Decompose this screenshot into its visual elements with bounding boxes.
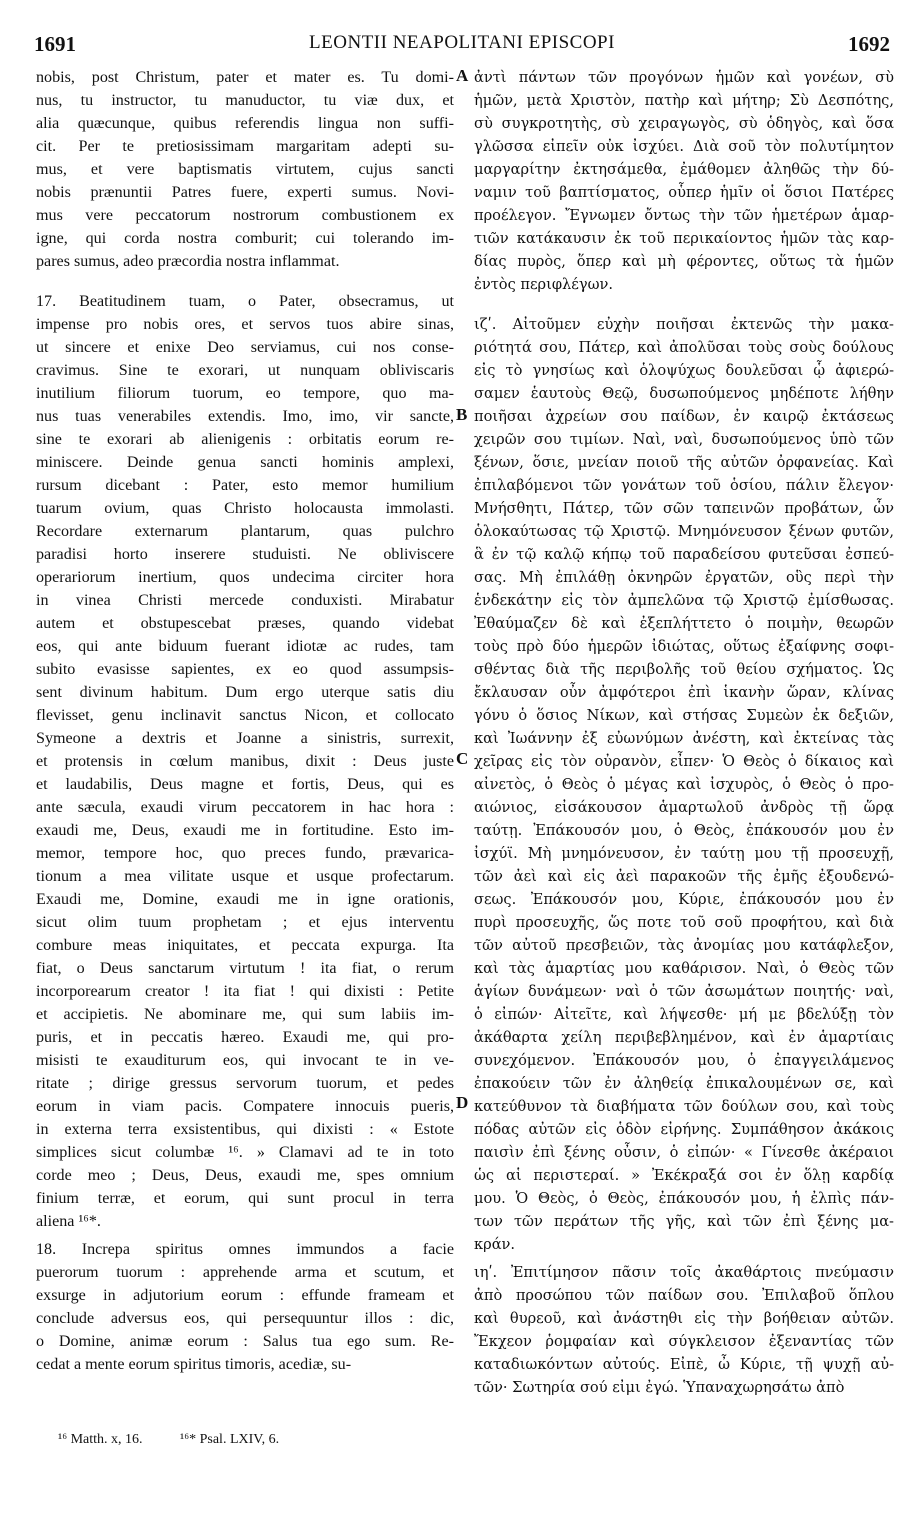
text-line: et accipietis. Ne abominare me, qui sum labiis im-	[36, 1006, 454, 1023]
text-line: misisti te exauditurum eos, qui invocant te in ve-	[36, 1052, 454, 1069]
greek-paragraph	[474, 66, 894, 296]
text-line: miniscere. Deinde genua sancti hominis amplexi,	[36, 454, 454, 471]
footnote: ¹⁶ Matth. x, 16.	[58, 1432, 143, 1447]
footnotes	[58, 1432, 313, 1448]
text-line: puris, et in peccatis hæreo. Exaudi me, qui pro-	[36, 1029, 454, 1046]
text-line: sine te exorari ab alienigenis : orbitatis eorum re-	[36, 431, 454, 448]
text-line: τῶν ἀεὶ καὶ εἰς ἀεὶ παρακοῶν τῆς ἐμῆς ἐξουδενώ-	[474, 868, 894, 885]
text-line: memor, tempore hoc, quo preces fundo, prævarica-	[36, 845, 454, 862]
text-line: γλῶσσα εἰπεῖν οὐκ ἰσχύει. Διὰ σοῦ τὸν πολυτίμητον	[474, 138, 894, 155]
text-line: aliena ¹⁶*.	[36, 1213, 101, 1230]
text-line: ἑνδεκάτην εἰς τὸν ἀμπελῶνα τῷ Χριστῷ ἐμίσθωσας.	[474, 592, 894, 609]
text-line: Recordare externarum plantarum, quas pulchro	[36, 523, 454, 540]
text-line: ἀπὸ προσώπου τῶν παίδων σου. Ἐπιλαβοῦ ὅπλου	[474, 1287, 894, 1304]
text-line: 17. Beatitudinem tuam, o Pater, obsecramus, ut	[36, 293, 454, 310]
text-line: ἐπιλαβόμενοι τῶν γονάτων τοῦ ὁσίου, πάλιν ἔλεγον·	[474, 477, 894, 494]
text-line: ναμιν τοῦ βαπτίσματος, οὗπερ ἡμῖν οἱ ὅσιοι Πατέρες	[474, 184, 894, 201]
text-line: exaudi me, Deus, exaudi me in fortitudine. Esto im-	[36, 822, 454, 839]
text-line: fiat, o Deus sanctarum virtutum ! ita fiat, o rerum	[36, 960, 454, 977]
text-line: Μνήσθητι, Πάτερ, τῶν σῶν ταπεινῶν προβάτων, ὧν	[474, 500, 894, 517]
text-line: σας. Μὴ ἐπιλάθῃ ὀκνηρῶν ἐργατῶν, οὓς περὶ τὴν	[474, 569, 894, 586]
text-line: combure meas iniquitates, et peccata expurga. Ita	[36, 937, 454, 954]
text-line: αἰνετὸς, ὁ Θεὸς ὁ μέγας καὶ ἰσχυρὸς, ὁ Θεὸς ὁ προ-	[474, 776, 894, 793]
text-line: pares sumus, adeo præcordia nostra inflammat.	[36, 253, 340, 270]
text-line: χεῖρας εἰς τὸν οὐρανὸν, εἶπεν· Ὁ Θεὸς ὁ δίκαιος καὶ	[474, 753, 894, 770]
text-line: finium terræ, et eorum, qui sunt procul in terra	[36, 1190, 454, 1207]
greek-column	[474, 66, 894, 1399]
text-line: ritate ; dirige gressus servorum tuorum, et pedes	[36, 1075, 454, 1092]
text-line: ιηʹ. Ἐπιτίμησον πᾶσιν τοῖς ἀκαθάρτοις πνεύμασιν	[474, 1264, 894, 1281]
text-line: κράν.	[474, 1236, 516, 1253]
text-line: ταύτῃ. Ἐπάκουσόν μου, ὁ Θεὸς, ἐπάκουσόν μου ἐν	[474, 822, 894, 839]
text-line: nus tuas venerabiles extendis. Imo, imo, vir sancte,	[36, 408, 454, 425]
text-line: ἃ ἐν τῷ καλῷ κήπῳ τοῦ παραδείσου φυτεῦσαι ἐσπεύ-	[474, 546, 894, 563]
text-line: ιζʹ. Αἰτοῦμεν εὐχὴν ποιῆσαι ἐκτενῶς τὴν μακα-	[474, 316, 894, 333]
text-line: nobis prænuntii Patres fuere, experti sumus. Novi-	[36, 184, 454, 201]
text-line: καταδιωκόντων αὐτούς. Εἰπὲ, ὦ Κύριε, τῇ ψυχῇ αὐ-	[474, 1356, 894, 1373]
text-line: et laudabilis, Deus magne et fortis, Deus, qui es	[36, 776, 454, 793]
text-line: ἁγίων δυνάμεων· ναὶ ὁ τῶν ἀσωμάτων ποιητής· ναὶ,	[474, 983, 894, 1000]
text-line: exsurge in adjutorium eorum : effunde frameam et	[36, 1287, 454, 1304]
text-line: χειρῶν σου τιμίων. Ναὶ, ναὶ, δυσωπούμενος ὑπὸ τῶν	[474, 431, 894, 448]
text-line: ut sincere et enixe Deo serviamus, cui nos conse-	[36, 339, 454, 356]
text-line: tionum a mea vilitate usque et usque profectarum.	[36, 868, 454, 885]
text-line: sent divinum habitum. Dum ergo uterque satis diu	[36, 684, 454, 701]
text-line: ὡς αἱ περιστεραί. » Ἐκέκραξά σοι ἐν ὅλῃ καρδίᾳ	[474, 1167, 894, 1184]
text-line: ἀντὶ πάντων τῶν προγόνων ἡμῶν καὶ γονέων, σὺ	[474, 69, 894, 86]
text-line: παισὶν ἐπὶ ξένης οὖσιν, ὁ εἰπών· « Γίνεσθε ἀκέραιοι	[474, 1144, 894, 1161]
text-line: cedat a mente eorum spiritus timoris, acediæ, su-	[36, 1356, 352, 1373]
text-line: et protensis in cœlum manibus, dixit : Deus juste	[36, 753, 454, 770]
text-line: αιώνιος, εἰσάκουσον ἁμαρτωλοῦ ἀνδρὸς τῇ ὥρᾳ	[474, 799, 894, 816]
text-line: o Domine, animæ eorum : Salus tua ego sum. Re-	[36, 1333, 454, 1350]
greek-paragraph	[474, 1261, 894, 1399]
text-line: σαμεν ἑαυτοὺς Θεῷ, δυσωπούμενος μηδέποτε λήθην	[474, 385, 894, 402]
text-line: ἐπακούειν τῶν ἐν ἀληθείᾳ ἐπικαλουμένων σε, καὶ	[474, 1075, 894, 1092]
text-line: conclude adversus eos, qui persequuntur illos : dic,	[36, 1310, 454, 1327]
text-line: nobis, post Christum, pater et mater es. Tu domi-	[36, 69, 454, 86]
text-line: σὺ συγκροτητὴς, σὺ χειραγωγὸς, σὺ ὁδηγὸς, καὶ ὅσα	[474, 115, 894, 132]
text-line: ἡμῶν, μετὰ Χριστὸν, πατὴρ καὶ μήτηρ; Σὺ Δεσπότης,	[474, 92, 894, 109]
page-header	[34, 26, 890, 62]
text-line: paradisi horto inserere studuisti. Ne obliviscere	[36, 546, 454, 563]
margin-marker-a: A	[456, 66, 469, 85]
running-title: LEONTII NEAPOLITANI EPISCOPI	[309, 32, 615, 53]
paragraph-gap	[474, 296, 894, 313]
text-line: eorum in viam pacis. Compatere innocuis pueris,	[36, 1098, 454, 1115]
text-line: mus, et vere baptismatis virtutem, cujus sancti	[36, 161, 454, 178]
text-line: flevisset, genu inclinavit sanctus Nicon, et collocato	[36, 707, 454, 724]
text-line: 18. Increpa spiritus omnes immundos a facie	[36, 1241, 454, 1258]
footnote: ¹⁶* Psal. LXIV, 6.	[180, 1432, 280, 1447]
text-line: rursum dicebant : Pater, esto memor humilium	[36, 477, 454, 494]
text-line: ριότητά σου, Πάτερ, καὶ ἀπολῦσαι τοὺς σοὺς δούλους	[474, 339, 894, 356]
text-line: Ἐθαύμαζεν δὲ καὶ ἐξεπλήττετο ὁ ποιμὴν, θεωρῶν	[474, 615, 894, 632]
text-line: μαργαρίτην ἐκτησάμεθα, ἐμάθομεν ἀληθῶς τὴν δύ-	[474, 161, 894, 178]
margin-marker-b: B	[456, 405, 468, 424]
text-line: των τῶν περάτων τῆς γῆς, καὶ τῶν ἐπὶ ξένης μα-	[474, 1213, 894, 1230]
text-line: μου. Ὁ Θεὸς, ὁ Θεὸς, ἐπάκουσόν μου, ἡ ἐλπὶς πάν-	[474, 1190, 894, 1207]
greek-paragraph	[474, 313, 894, 1256]
text-line: impense pro nobis ores, et servos tuos abire sinas,	[36, 316, 454, 333]
text-line: simplices sicut columbæ ¹⁶. » Clamavi ad te in toto	[36, 1144, 454, 1161]
page-number-left: 1691	[34, 32, 76, 56]
latin-column	[36, 66, 454, 1376]
text-line: γόνυ ὁ ὅσιος Νίκων, καὶ στήσας Συμεὼν ἐκ δεξιῶν,	[474, 707, 894, 724]
text-line: τοὺς πρὸ δύο ἡμερῶν ἰδιώτας, οὕτως ἐξαίφνης σοφι-	[474, 638, 894, 655]
text-line: puerorum tuorum : apprehende arma et scutum, et	[36, 1264, 454, 1281]
margin-marker-d: D	[456, 1093, 469, 1112]
text-line: eos, qui ante biduum fuerant idiotæ ac rudes, tam	[36, 638, 454, 655]
text-line: τιῶν κατάκαυσιν ἐκ τοῦ περικαίοντος ἡμῶν τὰς καρ-	[474, 230, 894, 247]
text-line: operariorum inertium, quos undecima circiter hora	[36, 569, 454, 586]
text-line: καὶ θυρεοῦ, καὶ ἀνάστηθι εἰς τὴν βοήθειαν αὐτῶν.	[474, 1310, 894, 1327]
latin-paragraph	[36, 290, 454, 1233]
text-line: ἰσχύϊ. Μὴ μνημόνευσον, ἐν ταύτῃ μου τῇ προσευχῇ,	[474, 845, 894, 862]
text-line: in externa terra exsistentibus, qui dixisti : « Estote	[36, 1121, 454, 1138]
latin-paragraph	[36, 1238, 454, 1376]
text-line: πόδας αὐτῶν εἰς ὁδὸν εἰρήνης. Συμπάθησον ἀκάκοις	[474, 1121, 894, 1138]
text-line: mus vere peccatorum nostrorum combustionem ex	[36, 207, 454, 224]
latin-paragraph	[36, 66, 454, 273]
text-line: autem et obstupescebat præses, quando videbat	[36, 615, 454, 632]
text-line: cit. Per te pretiosissimam margaritam adepti su-	[36, 138, 454, 155]
text-line: ἀκάθαρτα χείλη περιβεβλημένον, καὶ ἐν ἁμαρτίαις	[474, 1029, 894, 1046]
text-line: ἐντὸς περιφλέγων.	[474, 276, 613, 293]
text-line: corde meo ; Deus, Deus, exaudi me, spes omnium	[36, 1167, 454, 1184]
text-line: Ἔκχεον ῥομφαίαν καὶ σύγκλεισον ἐξεναντίας τῶν	[474, 1333, 894, 1350]
text-line: σθέντας διὰ τῆς περιβολῆς τοῦ θείου σχήματος. Ὡς	[474, 661, 894, 678]
text-line: incorporearum creator ! ita fiat ! qui dixisti : Petite	[36, 983, 454, 1000]
text-line: inutilium filiorum tuorum, eo tempore, quo ma-	[36, 385, 454, 402]
text-line: πυρὶ προσευχῆς, ὥς ποτε τοῦ σοῦ προφήτου, καὶ διὰ	[474, 914, 894, 931]
text-line: συνεχόμενον. Ἐπάκουσόν μου, ὁ ἐπαγγειλάμενος	[474, 1052, 894, 1069]
text-line: ὁλοκαύτωσας τῷ Χριστῷ. Μνημόνευσον ξένων φυτῶν,	[474, 523, 894, 540]
text-line: Exaudi me, Domine, exaudi me in igne orationis,	[36, 891, 454, 908]
paragraph-gap	[36, 273, 454, 290]
text-line: ante sæcula, exaudi virum peccatorem in hac hora :	[36, 799, 454, 816]
text-line: σεως. Ἐπάκουσόν μου, Κύριε, ἐπάκουσόν μου ἐν	[474, 891, 894, 908]
text-line: προέλεγον. Ἔγνωμεν ὄντως τὴν τῶν ἡμετέρων ἁμαρ-	[474, 207, 894, 224]
margin-marker-c: C	[456, 749, 469, 768]
text-line: ἔκλαυσαν οὖν ἀμφότεροι ἐπὶ ἱκανὴν ὥραν, κλίνας	[474, 684, 894, 701]
text-line: ξένων, ὅσιε, μνείαν ποιοῦ τῆς αὐτῶν ὀρφανείας. Καὶ	[474, 454, 894, 471]
text-line: subito evasisse sapientes, ex eo quod assumpsis-	[36, 661, 454, 678]
text-line: tuarum ovium, quas Christo holocausta immolasti.	[36, 500, 454, 517]
text-line: cravimus. Sine te exorari, ut nunquam obliviscaris	[36, 362, 454, 379]
text-line: εἰς τὸ γνησίως καὶ ὁλοψύχως δουλεῦσαι ᾧ ἀφιερώ-	[474, 362, 894, 379]
text-line: in vinea Christi mercede conduxisti. Mirabatur	[36, 592, 454, 609]
text-line: nus, tu instructor, tu manuductor, tu viæ dux, et	[36, 92, 454, 109]
text-line: igne, qui corda nostra comburit; cui tolerando im-	[36, 230, 454, 247]
text-line: ποιῆσαι ἀχρείων σου παίδων, ἐν καιρῷ ἐκτάσεως	[474, 408, 894, 425]
text-line: τῶν· Σωτηρία σού εἰμι ἐγώ. Ὑπαναχωρησάτω ἀπὸ	[474, 1379, 845, 1396]
text-line: καὶ τὰς ἁμαρτίας μου καθάρισον. Ναὶ, ὁ Θεὸς τῶν	[474, 960, 894, 977]
text-line: ὁ εἰπών· Αἰτεῖτε, καὶ λήψεσθε· μή με βδελύξῃ τὸν	[474, 1006, 894, 1023]
text-line: τῶν αὐτοῦ πρεσβειῶν, τὰς ἀνομίας μου κατάφλεξον,	[474, 937, 894, 954]
text-line: κατεύθυνον τὰ διαβήματα τῶν δούλων σου, καὶ τοὺς	[474, 1098, 894, 1115]
text-line: sicut olim tuum prophetam ; et ejus interventu	[36, 914, 454, 931]
text-line: καὶ Ἰωάννην ἐξ εὐωνύμων ἀνέστη, καὶ ἐκτείνας τὰς	[474, 730, 894, 747]
page-number-right: 1692	[848, 32, 890, 56]
text-line: Symeone a dextris et Joanne a sinistris, surrexit,	[36, 730, 454, 747]
text-line: δίας πυρὸς, ὅπερ καὶ μὴ φέροντες, οὕτως τὰ ἡμῶν	[474, 253, 894, 270]
text-line: alia quæcunque, quibus referendis lingua non suffi-	[36, 115, 454, 132]
